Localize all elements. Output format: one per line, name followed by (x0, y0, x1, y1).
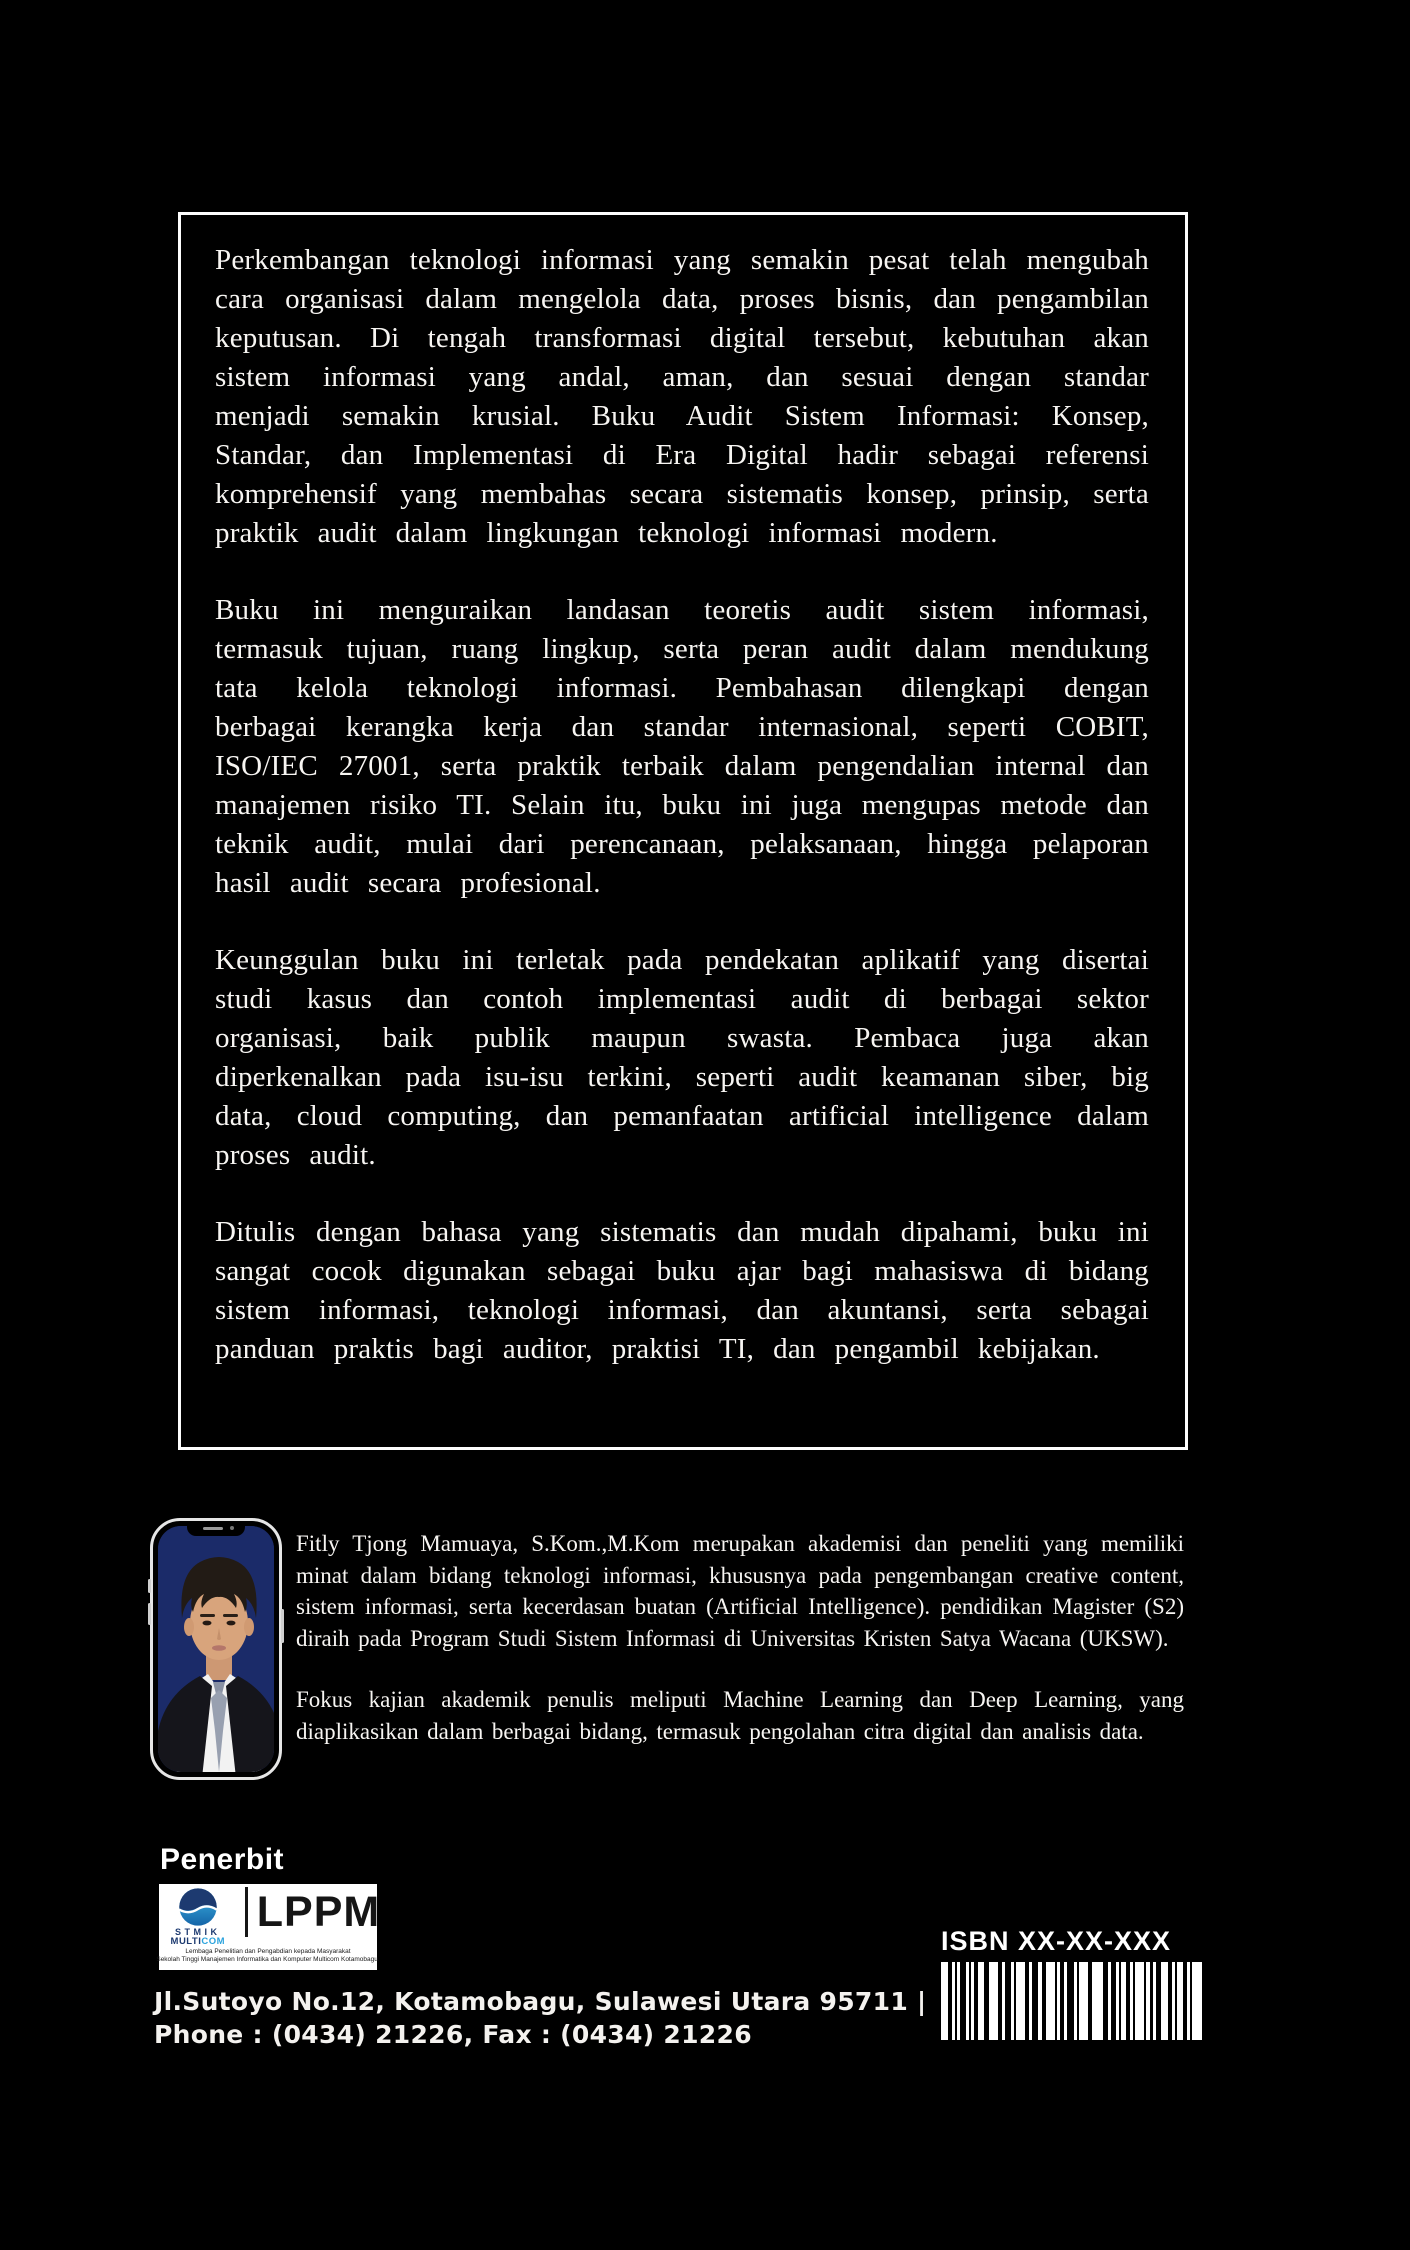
isbn-barcode (941, 1962, 1202, 2040)
synopsis-paragraph-2: Buku ini menguraikan landasan teoretis audit sistem informasi, termasuk tujuan, ruang lingkup, serta peran audit dalam mendukung tata kelola teknologi informasi. Pembahasan dilengkapi dengan berbagai kerangka kerja dan standar internasional, seperti COBIT, ISO/IEC 27001, serta praktik terbaik dalam pengendalian internal dan manajemen risiko TI. Selain itu, buku ini juga mengupas metode dan teknik audit, mulai dari perencanaan, pelaksanaan, hingga pelaporan hasil audit secara profesional. (215, 594, 1149, 899)
logo-brand-top: STMIK (175, 1927, 221, 1937)
publisher-address (154, 1985, 926, 2051)
phone-side-button (148, 1579, 151, 1593)
logo-abbr: LPPM (256, 1887, 381, 1936)
synopsis-paragraph-1: Perkembangan teknologi informasi yang semakin pesat telah mengubah cara organisasi dalam mengelola data, proses bisnis, dan pengambilan keputusan. Di tengah transformasi digital tersebut, kebutuhan akan sistem informasi yang andal, aman, dan sesuai dengan standar menjadi semakin krusial. Buku Audit Sistem Informasi: Konsep, Standar, dan Implementasi di Era Digital hadir sebagai referensi komprehensif yang membahas secara sistematis konsep, prinsip, serta praktik audit dalam lingkungan teknologi informasi modern. (215, 244, 1149, 549)
logo-taglines (156, 1948, 379, 1964)
phone-speaker (203, 1527, 223, 1530)
synopsis-paragraph-3: Keunggulan buku ini terletak pada pendekatan aplikatif yang disertai studi kasus dan contoh implementasi audit di berbagai sektor organisasi, baik publik maupun swasta. Pembaca juga akan diperkenalkan pada isu-isu terkini, seperti audit keamanan siber, big data, cloud computing, dan pemanfaatan artificial intelligence dalam proses audit. (215, 944, 1149, 1171)
phone-side-button (148, 1603, 151, 1625)
author-portrait-illustration (158, 1526, 274, 1772)
author-bio (296, 1528, 1184, 1777)
publisher-heading: Penerbit (160, 1843, 285, 1876)
synopsis-box (178, 212, 1188, 1450)
author-bio-paragraph-2: Fokus kajian akademik penulis meliputi Machine Learning dan Deep Learning, yang diaplikasikan dalam berbagai bidang, termasuk pengolahan citra digital dan analisis data. (296, 1687, 1184, 1744)
address-line-1: Jl.Sutoyo No.12, Kotamobagu, Sulawesi Utara 95711 | (154, 1987, 927, 2016)
logo-brand-bottom: MULTICOM (170, 1936, 226, 1947)
author-portrait (158, 1526, 274, 1772)
author-bio-paragraph-1: Fitly Tjong Mamuaya, S.Kom.,M.Kom merupakan akademisi dan peneliti yang memiliki minat dalam bidang teknologi informasi, khususnya pada pengembangan creative content, sistem informasi, serta kecerdasan buatan (Artificial Intelligence). pendidikan Magister (S2) diraih pada Program Studi Sistem Informasi di Universitas Kristen Satya Wacana (UKSW). (296, 1531, 1184, 1651)
logo-tagline-1: Lembaga Penelitian dan Pengabdian kepada Masyarakat (185, 1948, 351, 1955)
synopsis-paragraph-4: Ditulis dengan bahasa yang sistematis dan mudah dipahami, buku ini sangat cocok digunakan sebagai buku ajar bagi mahasiswa di bidang sistem informasi, teknologi informasi, dan akuntansi, serta sebagai panduan praktis bagi auditor, praktisi TI, dan pengambil kebijakan. (215, 1216, 1149, 1365)
phone-notch (187, 1521, 245, 1536)
address-line-2: Phone : (0434) 21226, Fax : (0434) 21226 (154, 2020, 752, 2049)
logo-divider (245, 1887, 248, 1937)
logo-tagline-2: Sekolah Tinggi Manajemen Informatika dan Komputer Multicom Kotamobagu. (156, 1956, 380, 1963)
author-photo-phone-frame (150, 1518, 282, 1780)
phone-camera-dot (230, 1526, 234, 1530)
stmik-multicom-logo-icon (178, 1887, 218, 1927)
publisher-logo (156, 1884, 381, 1970)
phone-side-button (281, 1609, 284, 1643)
isbn-label: ISBN XX-XX-XXX (941, 1926, 1172, 1956)
